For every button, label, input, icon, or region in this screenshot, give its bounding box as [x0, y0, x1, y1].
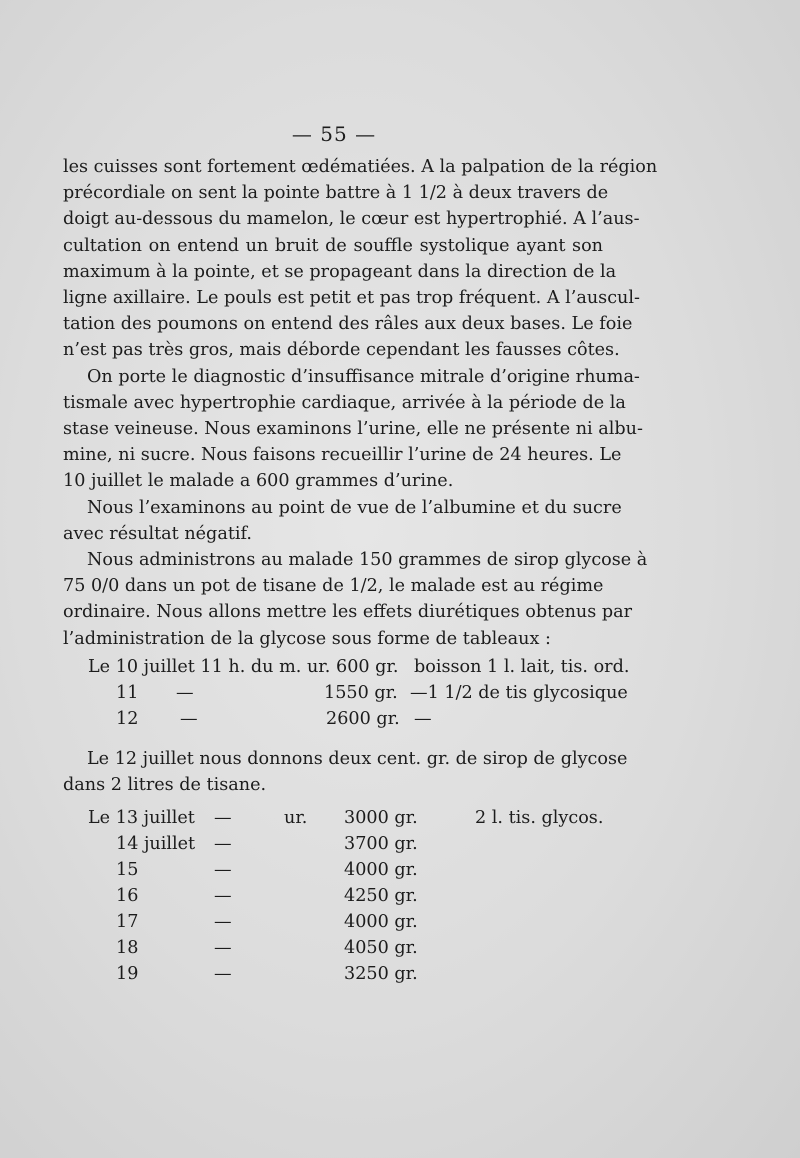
table-row — [88, 912, 608, 938]
paragraph-2 — [63, 364, 643, 495]
urine-table-2 — [88, 808, 608, 990]
text-line: avec résultat négatif. — [63, 523, 252, 544]
text-line: précordiale on sent la pointe battre à 1 1/2 à deux travers de — [63, 183, 609, 204]
row-date: 19 — [116, 964, 139, 984]
row-dash: — — [180, 709, 198, 729]
text-line: tismale avec hypertrophie cardiaque, arrivée à la période de la — [63, 392, 626, 413]
text-line: doigt au-dessous du mamelon, le cœur est hypertrophié. A l’aus- — [63, 209, 640, 230]
text-line: On porte le diagnostic d’insuffisance mitrale d’origine rhuma- — [87, 366, 640, 387]
row-date: Le 13 juillet — [88, 808, 195, 828]
page-number: — 55 — — [291, 122, 377, 146]
text-line: 10 juillet le malade a 600 grammes d’urine. — [63, 471, 454, 492]
row-date: Le 10 juillet 11 h. du m. ur. — [88, 657, 331, 677]
row-amount: 4000 gr. — [344, 860, 418, 880]
text-line: maximum à la pointe, et se propageant dans la direction de la — [63, 261, 617, 282]
text-line: cultation on entend un bruit de souffle systolique ayant son — [63, 235, 603, 256]
row-date: 15 — [116, 860, 139, 880]
row-amount: 3700 gr. — [344, 834, 418, 854]
row-dash: — — [176, 683, 194, 703]
text-line: 75 0/0 dans un pot de tisane de 1/2, le malade est au régime — [63, 576, 604, 597]
row-unit: ur. — [284, 808, 308, 828]
table-row — [88, 938, 608, 964]
row-amount: 600 gr. — [336, 657, 399, 677]
row-note: boisson 1 l. lait, tis. ord. — [414, 657, 630, 677]
row-note: 2 l. tis. glycos. — [475, 808, 604, 828]
row-amount: 4050 gr. — [344, 938, 418, 958]
row-note: — — [414, 709, 432, 729]
paragraph-3 — [63, 495, 622, 547]
row-note: —1 1/2 de tis glycosique — [410, 683, 628, 703]
urine-table-1 — [88, 657, 630, 735]
row-dash: — — [214, 964, 232, 984]
row-dash: — — [214, 808, 232, 828]
table-row — [88, 808, 608, 834]
row-date: 11 — [116, 683, 139, 703]
text-line: l’administration de la glycose sous forme de tableaux : — [63, 628, 551, 649]
text-line: stase veineuse. Nous examinons l’urine, elle ne présente ni albu- — [63, 419, 643, 440]
paragraph-4 — [63, 547, 648, 652]
text-line: ordinaire. Nous allons mettre les effets diurétiques obtenus par — [63, 602, 633, 623]
text-line: Nous administrons au malade 150 grammes de sirop glycose à — [87, 550, 648, 571]
row-date: 14 juillet — [116, 834, 196, 854]
text-line: Nous l’examinons au point de vue de l’albumine et du sucre — [87, 497, 622, 518]
row-amount: 3250 gr. — [344, 964, 418, 984]
text-line: n’est pas très gros, mais déborde cependant les fausses côtes. — [63, 340, 620, 361]
row-dash: — — [214, 860, 232, 880]
text-line: dans 2 litres de tisane. — [63, 775, 267, 796]
table-row — [88, 860, 608, 886]
row-dash: — — [214, 886, 232, 906]
table-row — [88, 964, 608, 990]
row-date: 16 — [116, 886, 139, 906]
row-amount: 2600 gr. — [326, 709, 400, 729]
row-date: 17 — [116, 912, 139, 932]
text-line: ligne axillaire. Le pouls est petit et pas trop fréquent. A l’auscul- — [63, 288, 640, 309]
row-amount: 4250 gr. — [344, 886, 418, 906]
table-row — [88, 886, 608, 912]
table-row — [88, 683, 628, 709]
text-line: Le 12 juillet nous donnons deux cent. gr. de sirop de glycose — [87, 749, 628, 769]
body-text — [63, 154, 658, 652]
row-date: 12 — [116, 709, 139, 729]
row-amount: 1550 gr. — [324, 683, 398, 703]
row-dash: — — [214, 834, 232, 854]
text-line: tation des poumons on entend des râles aux deux bases. Le foie — [63, 314, 633, 335]
table-row — [88, 834, 608, 860]
row-dash: — — [214, 938, 232, 958]
table-row — [88, 657, 630, 683]
paragraph-5 — [63, 746, 628, 798]
paragraph-1 — [63, 154, 658, 364]
row-date: 18 — [116, 938, 139, 958]
text-line: mine, ni sucre. Nous faisons recueillir l’urine de 24 heures. Le — [63, 445, 622, 466]
table-row — [88, 709, 608, 735]
row-amount: 3000 gr. — [344, 808, 418, 828]
text-line: les cuisses sont fortement œdématiées. A la palpation de la région — [63, 157, 658, 177]
row-amount: 4000 gr. — [344, 912, 418, 932]
row-dash: — — [214, 912, 232, 932]
